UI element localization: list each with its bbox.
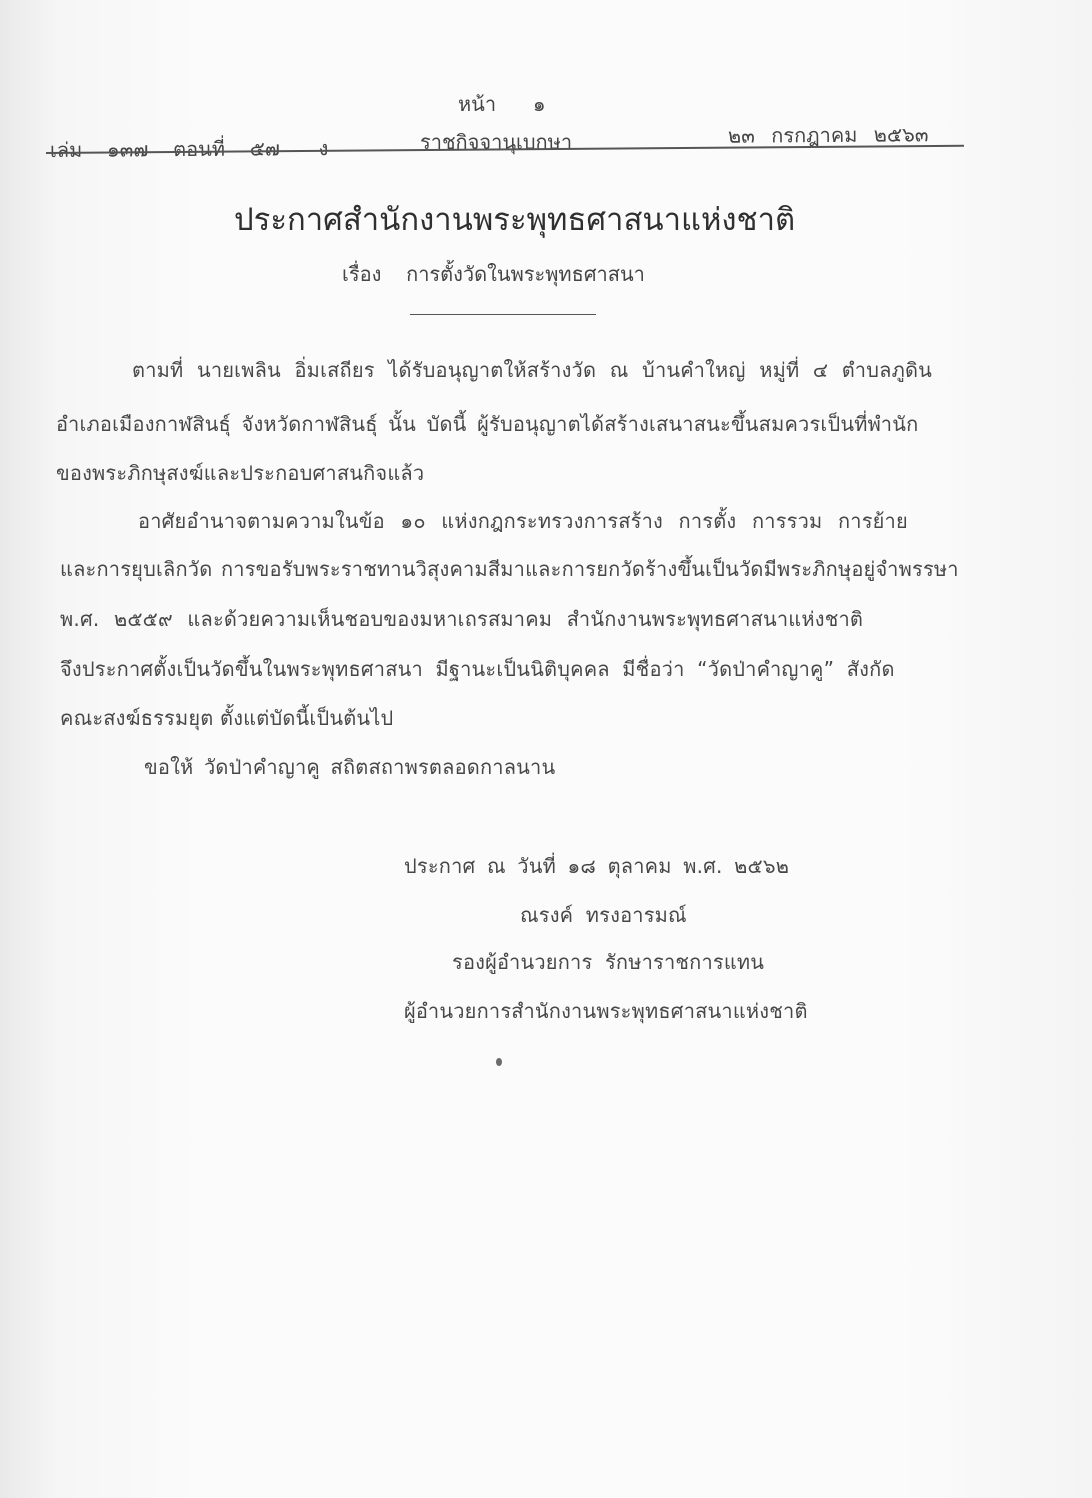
paragraph-3: ขอให้ วัดป่าคำญาคู สถิตสถาพรตลอดกาลนาน: [144, 755, 556, 779]
subject-line: [342, 258, 645, 290]
page-label: หน้า: [458, 92, 497, 116]
signatory-position: รองผู้อำนวยการ รักษาราชการแทน: [452, 950, 765, 974]
announcement-title: ประกาศสำนักงานพระพุทธศาสนาแห่งชาติ: [234, 202, 796, 238]
subject-text: การตั้งวัดในพระพุทธศาสนา: [406, 262, 645, 286]
paragraph-2-line-2: และการยุบเลิกวัด การขอรับพระราชทานวิสุงคามสีมาและการยกวัดร้างขึ้นเป็นวัดมีพระภิกษุอยู่จำพรรษา: [60, 557, 959, 581]
volume-info: [50, 132, 329, 166]
paragraph-1-line-3: ของพระภิกษุสงฆ์และประกอบศาสนกิจแล้ว: [56, 461, 425, 485]
section-label: ตอนที่: [173, 136, 226, 162]
section-number: ๕๗: [249, 136, 280, 161]
paragraph-2-line-1: อาศัยอำนาจตามความในข้อ ๑๐ แห่งกฎกระทรวงการสร้าง การตั้ง การรวม การย้าย: [138, 509, 908, 533]
page-number-line: [458, 88, 546, 120]
page-number: ๑: [532, 92, 546, 116]
volume-label: เล่ม: [49, 137, 83, 162]
volume-number: ๑๓๗: [106, 137, 149, 162]
title-divider: [410, 314, 596, 315]
publication-date: ๒๓ กรกฎาคม ๒๕๖๓: [727, 122, 929, 148]
signatory-office: ผู้อำนวยการสำนักงานพระพุทธศาสนาแห่งชาติ: [404, 999, 808, 1023]
paragraph-2-line-4: จึงประกาศตั้งเป็นวัดขึ้นในพระพุทธศาสนา มีฐานะเป็นนิติบุคคล มีชื่อว่า “วัดป่าคำญาคู” สังกัด: [60, 657, 895, 681]
paragraph-2-line-5: คณะสงฆ์ธรรมยุต ตั้งแต่บัดนี้เป็นต้นไป: [60, 706, 394, 730]
paragraph-1-line-2: อำเภอเมืองกาฬสินธุ์ จังหวัดกาฬสินธุ์ นั้น บัดนี้ ผู้รับอนุญาตได้สร้างเสนาสนะขึ้นสมควรเป็นที่พำนัก: [56, 412, 919, 436]
subject-label: เรื่อง: [342, 262, 382, 286]
signatory-name: ณรงค์ ทรงอารมณ์: [520, 903, 687, 927]
section-letter: ง: [318, 136, 329, 161]
ink-speck: [496, 1058, 502, 1066]
paragraph-1-line-1: ตามที่ นายเพลิน อิ่มเสถียร ได้รับอนุญาตให้สร้างวัด ณ บ้านคำใหญ่ หมู่ที่ ๔ ตำบลภูดิน: [132, 358, 933, 382]
publication-name: ราชกิจจานุเบกษา: [420, 130, 573, 154]
paragraph-2-line-3: พ.ศ. ๒๕๕๙ และด้วยความเห็นชอบของมหาเถรสมาคม สำนักงานพระพุทธศาสนาแห่งชาติ: [60, 607, 864, 631]
announcement-date: ประกาศ ณ วันที่ ๑๘ ตุลาคม พ.ศ. ๒๕๖๒: [404, 854, 790, 878]
